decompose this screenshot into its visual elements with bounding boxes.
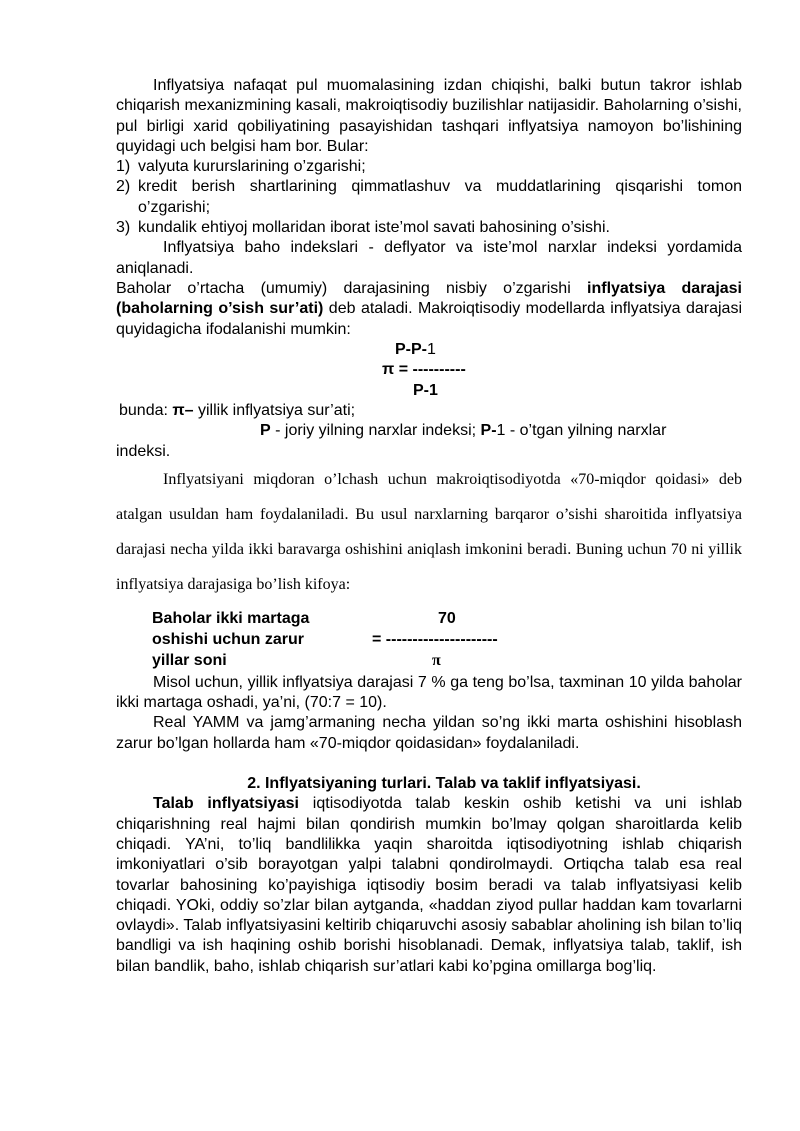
paragraph-intro: Inflyatsiya nafaqat pul muomalasining izdan chiqishi, balki butun takror ishlab chiqarish mexanizmining kasali, makroiqtisodiy buzilishlar natijasidir. Baholarning o’sishi, pul birligi xarid qobiliyatining pasayishidan tashqari inflyatsiya namoyon bo’lishining quyidagi uch belgisi ham bor. Bular:: [116, 77, 742, 155]
document-page: [116, 76, 742, 977]
term-demand-inflation: Talab inflyatsiyasi: [153, 795, 299, 813]
list-text: kredit berish shartlarining qimmatlashuv va muddatlarining qisqarishi tomon o’zgarishi;: [138, 178, 742, 216]
list-item: [116, 218, 742, 238]
rule-denominator: π: [432, 651, 441, 669]
paragraph-rule-70: Inflyatsiyani miqdoran o’lchash uchun makroiqtisodiyotda «70-miqdor qoidasi» deb atalgan usuldan ham foydalaniladi. Bu usul narxlarning barqaror o’sishi sharoitida inflyatsiya darajasi necha yilda ikki baravarga oshishini aniqlash imkonini beradi. Buning uchun 70 ni yillik inflyatsiya darajasiga bo’lish kifoya:: [116, 470, 742, 593]
legend-p: P - joriy yilning narxlar indeksi; P-1 - o’tgan yilning narxlar: [260, 421, 667, 439]
paragraph-definition: [116, 279, 742, 340]
list-item: [116, 177, 742, 218]
rule-fraction-line: = ---------------------: [372, 630, 498, 648]
rule-70-formula: [116, 609, 742, 673]
formula-fraction-line: π = ----------: [382, 360, 466, 378]
rule-label-line2: oshishi uchun zarur: [152, 630, 305, 648]
formula-legend: [116, 401, 742, 462]
demand-inflation-text: iqtisodiyotda talab keskin oshib ketishi va uni ishlab chiqarishning real hajmi bilan qondirish mumkin bo’lmay qolgan sharoitlarda kelib chiqadi. YA’ni, to’liq bandlilikka yaqin sharoitda iqtisodiyotning ishlab chiqarish imkoniyatlari o’sib borayotgan yalpi talabni qondirolmaydi. Ortiqcha talab esa real tovarlar bahosining ko’payishiga iqtisodiy bosim beradi va talab inflyatsiyasi kelib chiqadi. YOki, oddiy so’zlar bilan aytganda, «haddan ziyod pullar haddan kam tovarlarni ovlaydi». Talab inflyatsiyasini keltirib chiqaruvchi asosiy sabablar aholining ish bilan to’liq bandligi va ish haqining oshib borishi hisoblanadi. Demak, inflyatsiya talab, taklif, ish bilan bandlik, baho, ishlab chiqarish sur’atlari kabi ko’pgina omillarga bog’liq.: [116, 795, 742, 975]
list-number: 3): [116, 219, 131, 237]
formula-denominator: P-1: [413, 381, 438, 399]
legend-pi: bunda: π– yillik inflyatsiya sur’ati;: [119, 401, 356, 419]
definition-tail: deb ataladi. Makroiqtisodiy modellarda inflyatsiya darajasi quyidagicha ifodalanishi mumkin:: [116, 300, 743, 338]
rule-label-line1: Baholar ikki martaga: [152, 609, 310, 627]
section-heading: 2. Inflyatsiyaning turlari. Talab va taklif inflyatsiyasi.: [247, 775, 641, 793]
paragraph-demand-inflation: [116, 794, 742, 977]
list-text: valyuta kururslarining o’zgarishi;: [138, 158, 366, 176]
legend-tail: indeksi.: [116, 442, 171, 460]
list-text: kundalik ehtiyoj mollaridan iborat iste’mol savati bahosining o’sishi.: [138, 219, 610, 237]
inflation-formula: [116, 340, 742, 401]
rule-label-line3: yillar soni: [152, 651, 227, 669]
definition-term: inflyatsiya darajasi (baholarning o’sish sur’ati): [116, 279, 743, 318]
rule-numerator: 70: [438, 609, 456, 627]
paragraph-example: Misol uchun, yillik inflyatsiya darajasi 7 % ga teng bo’lsa, taxminan 10 yilda baholar ikki martaga oshadi, ya’ni, (70:7 = 10).: [116, 673, 742, 712]
paragraph-indices: Inflyatsiya baho indekslari - deflyator va iste’mol narxlar indeksi yordamida aniqlanadi.: [116, 239, 742, 277]
list-item: [116, 157, 742, 177]
signs-list: [116, 157, 742, 238]
list-number: 2): [116, 178, 131, 196]
definition-lead: Baholar o’rtacha (umumiy) darajasining nisbiy o’zgarishi: [116, 279, 588, 297]
paragraph-real-gdp: Real YAMM va jamg’armaning necha yildan so’ng ikki marta oshishini hisoblash zarur bo’lgan hollarda ham «70-miqdor qoidasidan» foydalaniladi.: [116, 714, 742, 752]
list-number: 1): [116, 158, 131, 176]
formula-numerator: P-P-1: [395, 340, 436, 358]
